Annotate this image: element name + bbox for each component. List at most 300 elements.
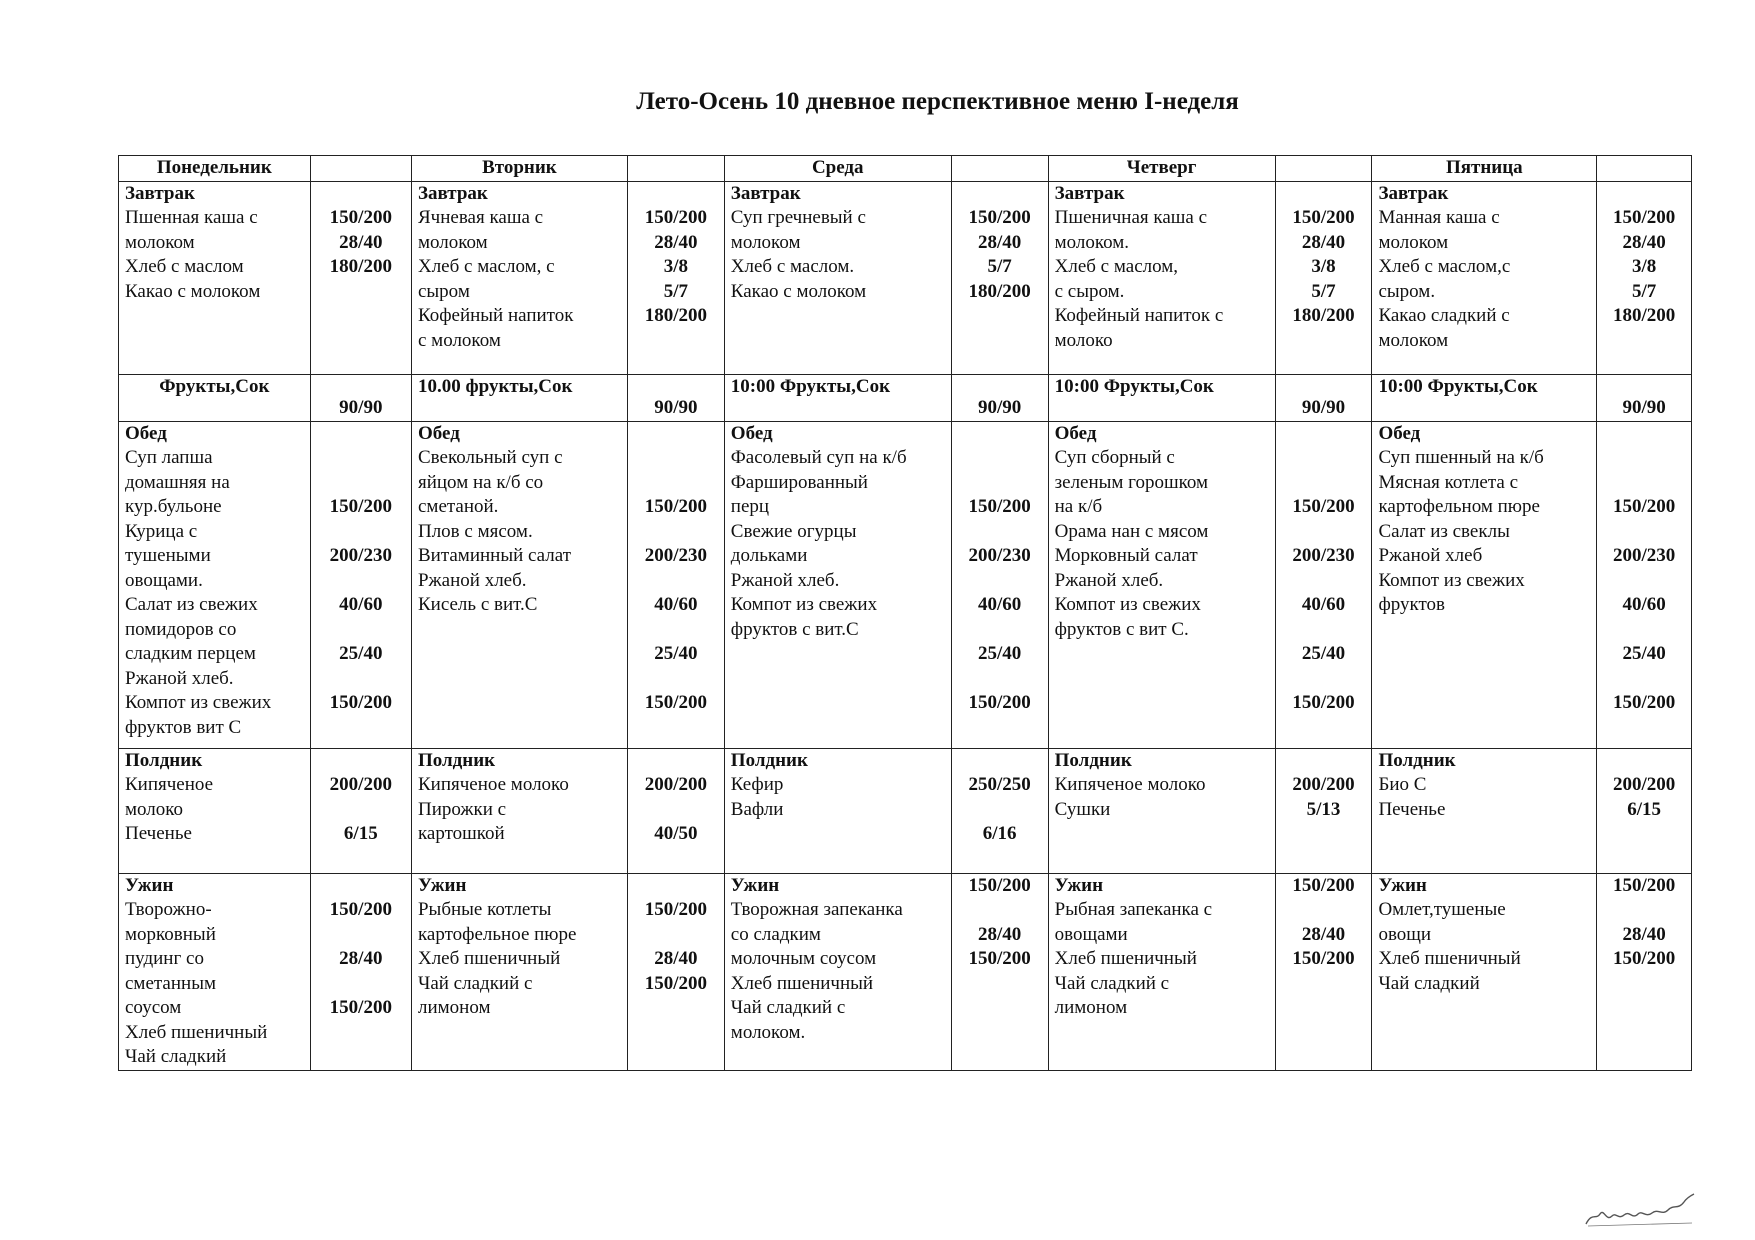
spacer: [1603, 618, 1685, 643]
dish-item: Ржаной хлеб: [1378, 545, 1483, 566]
dish-item: Фасолевый суп на к/б: [730, 447, 907, 468]
dish-item: Фаршированный: [730, 471, 868, 493]
snack-label: 10:00 Фрукты,Сок: [730, 375, 891, 397]
dish-item: Рыбные котлеты: [417, 899, 552, 920]
dish-item: Суп пшенный на к/б: [1378, 447, 1544, 468]
dish-item: Кисель с вит.С: [417, 594, 538, 615]
dish-item: Чай сладкий с: [417, 972, 533, 994]
portion-qty: 200/200: [1612, 774, 1676, 795]
portion-qty: 150/200: [1612, 948, 1676, 969]
spacer: [317, 667, 405, 692]
dish-item: с молоком: [417, 329, 501, 351]
spacer: [1603, 422, 1685, 447]
portion-qty: 28/40: [1622, 231, 1666, 253]
dish-item: перц: [730, 496, 770, 517]
dish-item: Хлеб пшеничный: [730, 972, 874, 994]
dish-item: Ржаной хлеб.: [1054, 569, 1164, 591]
spacer: [1603, 569, 1685, 594]
poldnik-dishes-cell: [119, 748, 311, 873]
spacer: [634, 923, 718, 948]
portion-qty: 40/60: [978, 594, 1022, 615]
spacer: [317, 520, 405, 545]
dish-item: Салат из свежих: [125, 594, 258, 615]
portion-qty: 90/90: [1301, 397, 1346, 418]
spacer: [958, 667, 1042, 692]
spacer: [634, 471, 718, 496]
snack-label: 10.00 фрукты,Сок: [417, 375, 573, 397]
spacer: [1282, 749, 1366, 774]
qty-header: [627, 156, 724, 182]
spacer: [634, 618, 718, 643]
spacer: [1603, 182, 1685, 207]
menu-table: [118, 155, 1692, 1071]
dinner-qty-cell: [310, 873, 411, 1070]
dish-item: молоком: [730, 231, 801, 253]
portion-qty: 200/230: [968, 545, 1031, 566]
dish-item: молоком: [417, 231, 488, 253]
lunch-dishes-cell: [411, 421, 627, 748]
poldnik-dishes-cell: [1372, 748, 1597, 873]
dish-item: Кофейный напиток: [417, 305, 574, 326]
spacer: [958, 422, 1042, 447]
snack-qty-cell: [1275, 374, 1372, 421]
portion-qty: 40/60: [1622, 594, 1666, 615]
poldnik-qty-cell: [627, 748, 724, 873]
spacer: [634, 798, 718, 823]
spacer: [958, 618, 1042, 643]
breakfast-dishes-cell: [1048, 181, 1275, 374]
spacer: [317, 798, 405, 823]
snack-cell: [1048, 374, 1275, 421]
dish-item: Ячневая каша с: [417, 207, 544, 228]
dish-item: молочным соусом: [730, 948, 877, 969]
dish-item: дольками: [730, 545, 808, 566]
dish-item: Чай сладкий: [1378, 972, 1480, 994]
spacer: [634, 749, 718, 774]
dish-item: Сушки: [1054, 798, 1111, 820]
dinner-qty-cell: [1597, 873, 1692, 1070]
portion-qty: 28/40: [1301, 231, 1346, 253]
portion-qty: 150/200: [329, 899, 392, 920]
spacer: [1282, 667, 1366, 692]
snack-qty-cell: [951, 374, 1048, 421]
portion-qty: 150/200: [1612, 496, 1676, 517]
portion-qty: 150/200: [644, 972, 707, 994]
lunch-label: Обед: [417, 422, 460, 444]
portion-qty: 150/200: [1292, 692, 1355, 713]
spacer: [958, 471, 1042, 496]
dish-item: Суп гречневый с: [730, 207, 866, 228]
dish-item: яйцом на к/б со: [417, 471, 544, 493]
dish-item: картошкой: [417, 823, 505, 844]
poldnik-qty-cell: [310, 748, 411, 873]
dish-item: Орама нан с мясом: [1054, 520, 1209, 542]
dish-item: сметаной.: [417, 496, 499, 517]
dish-item: Какао с молоком: [730, 280, 867, 302]
dish-item: молоком.: [730, 1021, 806, 1043]
dish-item: молоком: [1378, 329, 1449, 351]
spacer: [634, 422, 718, 447]
dish-item: Компот из свежих: [1054, 594, 1201, 615]
dish-item: картофельном пюре: [1378, 496, 1540, 517]
portion-qty: 150/200: [1612, 207, 1676, 228]
dinner-label: Ужин: [1378, 874, 1427, 896]
dish-item: Какао с молоком: [125, 280, 261, 302]
portion-qty: 200/230: [1292, 545, 1355, 566]
dish-item: с сыром.: [1054, 280, 1125, 302]
dish-item: Хлеб пшеничный: [417, 948, 561, 969]
dish-item: Свежие огурцы: [730, 520, 857, 542]
portion-qty: 40/60: [1301, 594, 1346, 615]
portion-qty: 6/15: [343, 823, 378, 844]
dish-item: Чай сладкий с: [1054, 972, 1170, 994]
portion-qty: 28/40: [654, 231, 698, 253]
day-header-thursday: Четверг: [1048, 156, 1275, 182]
snack-label: 10:00 Фрукты,Сок: [1054, 375, 1214, 397]
spacer: [1603, 749, 1685, 774]
portion-qty: 3/8: [1631, 256, 1657, 277]
poldnik-dishes-cell: [1048, 748, 1275, 873]
day-header-friday: Пятница: [1372, 156, 1597, 182]
breakfast-label: Завтрак: [125, 182, 195, 204]
dinner-label: Ужин: [730, 874, 780, 896]
spacer: [317, 972, 405, 997]
dinner-label: Ужин: [1054, 874, 1104, 896]
dish-item: лимоном: [1054, 997, 1128, 1018]
portion-qty: 150/200: [329, 692, 392, 713]
breakfast-dishes-cell: [411, 181, 627, 374]
portion-qty: 180/200: [1292, 305, 1355, 326]
portion-qty: 200/230: [329, 545, 392, 566]
poldnik-qty-cell: [1275, 748, 1372, 873]
dish-item: овощами.: [125, 569, 203, 591]
portion-qty: 150/200: [329, 997, 392, 1018]
spacer: [317, 182, 405, 207]
dish-item: Курица с: [125, 520, 198, 542]
snack-label: 10:00 Фрукты,Сок: [1378, 375, 1538, 397]
dish-item: сыром: [417, 280, 470, 302]
qty-header: [310, 156, 411, 182]
dish-item: фруктов вит С: [125, 716, 242, 738]
portion-qty: 40/60: [654, 594, 698, 615]
dish-item: молоком.: [1054, 231, 1130, 253]
spacer: [1603, 667, 1685, 692]
dish-item: Хлеб пшеничный: [1378, 948, 1521, 969]
dish-item: Омлет,тушеные: [1378, 899, 1506, 920]
dish-item: Хлеб с маслом: [125, 256, 244, 277]
dish-item: морковный: [125, 923, 216, 945]
poldnik-row: [119, 748, 1692, 873]
dinner-dishes-cell: [724, 873, 951, 1070]
dish-item: Печенье: [1378, 798, 1446, 820]
dish-item: Чай сладкий с: [730, 997, 846, 1018]
portion-qty: 6/15: [1627, 798, 1661, 820]
dish-item: Творожная запеканка: [730, 899, 903, 920]
poldnik-label: Полдник: [1054, 749, 1132, 771]
dish-item: молоко: [125, 798, 184, 820]
poldnik-label: Полдник: [417, 749, 496, 771]
dish-item: молоко: [1054, 329, 1113, 351]
portion-qty: 28/40: [654, 948, 698, 969]
dish-item: Суп сборный с: [1054, 447, 1175, 468]
spacer: [958, 898, 1042, 923]
breakfast-qty-cell: [951, 181, 1048, 374]
dish-item: лимоном: [417, 997, 491, 1018]
spacer: [958, 569, 1042, 594]
dish-item: соусом: [125, 997, 182, 1018]
dish-item: молоком: [125, 231, 195, 253]
dish-item: Хлеб с маслом,: [1054, 256, 1179, 277]
portion-qty: 25/40: [654, 643, 698, 664]
header-row: [119, 156, 1692, 182]
breakfast-row: [119, 181, 1692, 374]
spacer: [1603, 520, 1685, 545]
spacer: [317, 923, 405, 948]
qty-header: [1275, 156, 1372, 182]
dish-item: Витаминный салат: [417, 545, 571, 566]
spacer: [1282, 446, 1366, 471]
dinner-row: [119, 873, 1692, 1070]
dish-item: Компот из свежих: [125, 692, 272, 713]
lunch-label: Обед: [1378, 422, 1421, 444]
lunch-qty-cell: [1275, 421, 1372, 748]
portion-qty: 150/200: [968, 874, 1031, 896]
dish-item: фруктов с вит С.: [1054, 618, 1189, 640]
breakfast-dishes-cell: [1372, 181, 1597, 374]
portion-qty: 200/230: [1612, 545, 1676, 566]
dish-item: Кефир: [730, 774, 784, 795]
qty-header: [1597, 156, 1692, 182]
portion-qty: 90/90: [654, 397, 698, 418]
breakfast-qty-cell: [310, 181, 411, 374]
dinner-label: Ужин: [417, 874, 467, 896]
lunch-qty-cell: [310, 421, 411, 748]
poldnik-dishes-cell: [411, 748, 627, 873]
portion-qty: 28/40: [339, 948, 383, 969]
portion-qty: 150/200: [329, 207, 392, 228]
poldnik-label: Полдник: [730, 749, 808, 771]
portion-qty: 180/200: [329, 256, 392, 277]
dish-item: со сладким: [730, 923, 821, 945]
spacer: [1282, 520, 1366, 545]
dish-item: Суп лапша: [125, 447, 213, 468]
page-title: Лето-Осень 10 дневное перспективное меню I-неделя: [636, 88, 1239, 115]
lunch-label: Обед: [1054, 422, 1097, 444]
lunch-label: Обед: [730, 422, 773, 444]
dish-item: Кипяченое молоко: [1054, 774, 1206, 795]
dish-item: Хлеб с маслом.: [730, 256, 855, 277]
lunch-dishes-cell: [1372, 421, 1597, 748]
portion-qty: 150/200: [1612, 692, 1676, 713]
dish-item: овощи: [1378, 923, 1432, 945]
breakfast-dishes-cell: [119, 181, 311, 374]
dinner-dishes-cell: [1048, 873, 1275, 1070]
breakfast-label: Завтрак: [1378, 182, 1449, 204]
portion-qty: 200/230: [644, 545, 707, 566]
dish-item: Компот из свежих: [1378, 569, 1525, 591]
dish-item: Манная каша с: [1378, 207, 1500, 228]
snack-qty-cell: [310, 374, 411, 421]
lunch-qty-cell: [627, 421, 724, 748]
dish-item: Чай сладкий: [125, 1046, 227, 1067]
dish-item: Мясная котлета с: [1378, 471, 1519, 493]
portion-qty: 90/90: [978, 397, 1022, 418]
spacer: [958, 182, 1042, 207]
spacer: [317, 874, 405, 899]
portion-qty: 150/200: [968, 692, 1031, 713]
portion-qty: 150/200: [644, 692, 707, 713]
portion-qty: 150/200: [968, 948, 1031, 969]
lunch-qty-cell: [1597, 421, 1692, 748]
dish-item: Ржаной хлеб.: [125, 667, 234, 689]
dinner-qty-cell: [1275, 873, 1372, 1070]
poldnik-label: Полдник: [1378, 749, 1456, 771]
snack-label: Фрукты,Сок: [159, 375, 270, 397]
dish-item: Кофейный напиток с: [1054, 305, 1224, 326]
spacer: [1282, 422, 1366, 447]
portion-qty: 150/200: [1292, 496, 1355, 517]
spacer: [958, 520, 1042, 545]
portion-qty: 200/200: [644, 774, 707, 795]
spacer: [634, 667, 718, 692]
poldnik-qty-cell: [951, 748, 1048, 873]
dish-item: Морковный салат: [1054, 545, 1198, 566]
portion-qty: 25/40: [978, 643, 1022, 664]
portion-qty: 5/7: [1311, 280, 1336, 302]
lunch-qty-cell: [951, 421, 1048, 748]
portion-qty: 150/200: [968, 207, 1031, 228]
portion-qty: 200/200: [1292, 774, 1355, 795]
portion-qty: 25/40: [1301, 643, 1346, 664]
dish-item: Кипяченое: [125, 774, 214, 795]
day-header-wednesday: Среда: [724, 156, 951, 182]
dish-item: сметанным: [125, 972, 216, 994]
dish-item: Био С: [1378, 774, 1427, 795]
dinner-label: Ужин: [125, 874, 174, 896]
poldnik-qty-cell: [1597, 748, 1692, 873]
snack-qty-cell: [627, 374, 724, 421]
snack-cell: [724, 374, 951, 421]
spacer: [317, 422, 405, 447]
dish-item: Компот из свежих: [730, 594, 878, 615]
dish-item: сыром.: [1378, 280, 1436, 302]
portion-qty: 150/200: [968, 496, 1031, 517]
snack-cell: [411, 374, 627, 421]
spacer: [317, 618, 405, 643]
spacer: [317, 471, 405, 496]
dish-item: Салат из свеклы: [1378, 520, 1510, 542]
portion-qty: 40/50: [654, 823, 698, 844]
portion-qty: 200/200: [329, 774, 392, 795]
spacer: [1282, 898, 1366, 923]
dish-item: Ржаной хлеб.: [730, 569, 840, 591]
dish-item: Свекольный суп с: [417, 447, 563, 468]
portion-qty: 180/200: [968, 280, 1031, 302]
breakfast-qty-cell: [627, 181, 724, 374]
portion-qty: 28/40: [978, 923, 1022, 945]
spacer: [634, 520, 718, 545]
spacer: [1282, 569, 1366, 594]
breakfast-dishes-cell: [724, 181, 951, 374]
portion-qty: 150/200: [644, 899, 707, 920]
dish-item: Ржаной хлеб.: [417, 569, 527, 591]
spacer: [1282, 471, 1366, 496]
lunch-dishes-cell: [119, 421, 311, 748]
dish-item: Плов с мясом.: [417, 520, 533, 542]
lunch-row: [119, 421, 1692, 748]
dish-item: Хлеб пшеничный: [125, 1021, 268, 1043]
spacer: [1603, 471, 1685, 496]
dish-item: Кипяченое молоко: [417, 774, 569, 795]
portion-qty: 6/16: [982, 823, 1017, 844]
spacer: [958, 798, 1042, 823]
portion-qty: 150/200: [1292, 948, 1355, 969]
portion-qty: 90/90: [339, 397, 383, 418]
dish-item: кур.бульоне: [125, 496, 222, 517]
dish-item: Печенье: [125, 823, 192, 844]
dinner-qty-cell: [951, 873, 1048, 1070]
spacer: [1282, 618, 1366, 643]
portion-qty: 28/40: [978, 231, 1022, 253]
dish-item: фруктов: [1378, 594, 1446, 615]
spacer: [958, 749, 1042, 774]
portion-qty: 150/200: [1292, 874, 1355, 896]
spacer: [1603, 898, 1685, 923]
portion-qty: 5/7: [1631, 280, 1657, 302]
dish-item: Хлеб с маслом, с: [417, 256, 555, 277]
spacer: [317, 569, 405, 594]
portion-qty: 40/60: [339, 594, 383, 615]
dish-item: Пирожки с: [417, 798, 507, 820]
signature-mark: [1582, 1190, 1697, 1230]
spacer: [634, 569, 718, 594]
spacer: [317, 446, 405, 471]
poldnik-label: Полдник: [125, 749, 203, 771]
portion-qty: 3/8: [1311, 256, 1336, 277]
spacer: [317, 749, 405, 774]
lunch-dishes-cell: [724, 421, 951, 748]
dish-item: Хлеб с маслом,с: [1378, 256, 1511, 277]
spacer: [1282, 182, 1366, 207]
breakfast-label: Завтрак: [1054, 182, 1125, 204]
dish-item: картофельное пюре: [417, 923, 577, 945]
dish-item: Творожно-: [125, 899, 212, 920]
dinner-dishes-cell: [1372, 873, 1597, 1070]
qty-header: [951, 156, 1048, 182]
dish-item: фруктов с вит.С: [730, 618, 859, 640]
dish-item: пудинг со: [125, 948, 204, 969]
dinner-dishes-cell: [119, 873, 311, 1070]
portion-qty: 150/200: [1612, 874, 1676, 896]
spacer: [634, 182, 718, 207]
portion-qty: 180/200: [644, 305, 707, 326]
dish-item: тушеными: [125, 545, 211, 566]
portion-qty: 150/200: [329, 496, 392, 517]
portion-qty: 5/7: [987, 256, 1012, 277]
dish-item: Хлеб пшеничный: [1054, 948, 1197, 969]
portion-qty: 28/40: [339, 231, 383, 253]
portion-qty: 250/250: [968, 774, 1031, 795]
portion-qty: 25/40: [339, 643, 383, 664]
dish-item: молоком: [1378, 231, 1449, 253]
dinner-dishes-cell: [411, 873, 627, 1070]
portion-qty: 5/13: [1306, 798, 1341, 820]
spacer: [634, 874, 718, 899]
portion-qty: 28/40: [1301, 923, 1346, 945]
portion-qty: 180/200: [1612, 305, 1676, 326]
snack-cell: [119, 374, 311, 421]
dish-item: зеленым горошком: [1054, 471, 1209, 493]
